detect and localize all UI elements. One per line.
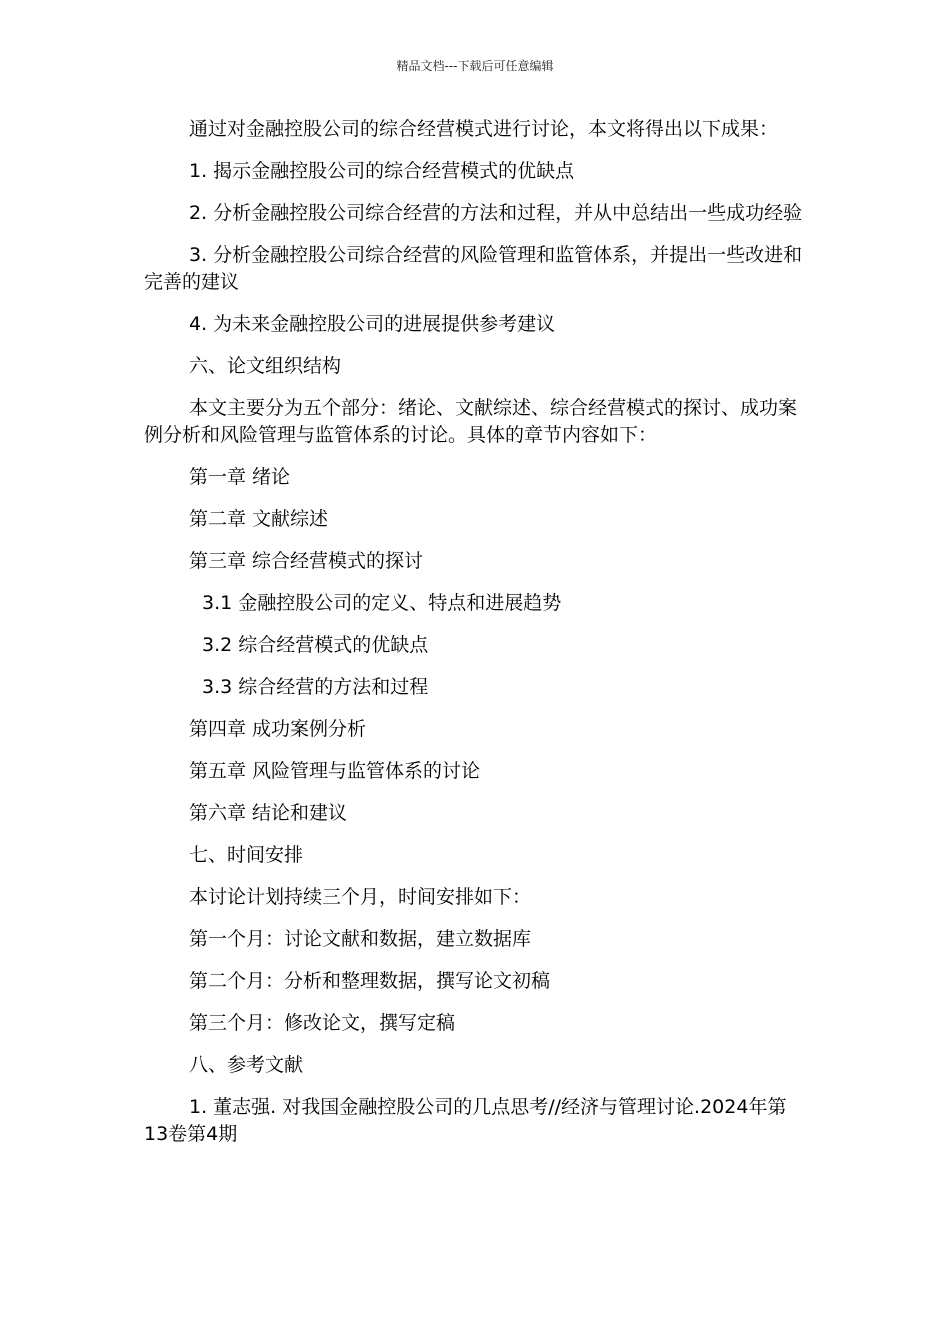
chapter-item: 第四章 成功案例分析 [189,718,367,740]
paragraph: 本文主要分为五个部分：绪论、文献综述、综合经营模式的探讨、成功案例分析和风险管理与监管体系的讨论。具体的章节内容如下： [144,397,798,446]
chapter-item: 第六章 结论和建议 [189,802,348,824]
page-header: 精品文档---下载后可任意编辑 [396,59,554,73]
subsection-item: 3.1 金融控股公司的定义、特点和进展趋势 [202,592,562,614]
subsection-item: 3.2 综合经营模式的优缺点 [202,634,429,656]
chapter-item: 第二章 文献综述 [189,508,329,530]
schedule-item: 第一个月：讨论文献和数据，建立数据库 [189,928,532,950]
section-heading: 七、时间安排 [189,844,304,866]
chapter-item: 第一章 绪论 [189,466,291,488]
list-item: 1. 揭示金融控股公司的综合经营模式的优缺点 [189,160,575,182]
list-item: 2. 分析金融控股公司综合经营的方法和过程，并从中总结出一些成功经验 [189,202,803,224]
section-heading: 六、论文组织结构 [189,355,342,377]
section-heading: 八、参考文献 [189,1054,304,1076]
chapter-item: 第三章 综合经营模式的探讨 [189,550,424,572]
list-item: 4. 为未来金融控股公司的进展提供参考建议 [189,313,556,335]
chapter-item: 第五章 风险管理与监管体系的讨论 [189,760,481,782]
reference-item: 1. 董志强. 对我国金融控股公司的几点思考//经济与管理讨论.2024年第13卷第4期 [144,1096,787,1145]
document-body [144,116,804,1163]
paragraph: 通过对金融控股公司的综合经营模式进行讨论，本文将得出以下成果： [189,118,779,140]
paragraph: 本讨论计划持续三个月，时间安排如下： [189,886,532,908]
schedule-item: 第三个月：修改论文，撰写定稿 [189,1012,456,1034]
list-item: 3. 分析金融控股公司综合经营的风险管理和监管体系，并提出一些改进和完善的建议 [144,244,803,293]
schedule-item: 第二个月：分析和整理数据，撰写论文初稿 [189,970,551,992]
subsection-item: 3.3 综合经营的方法和过程 [202,676,429,698]
